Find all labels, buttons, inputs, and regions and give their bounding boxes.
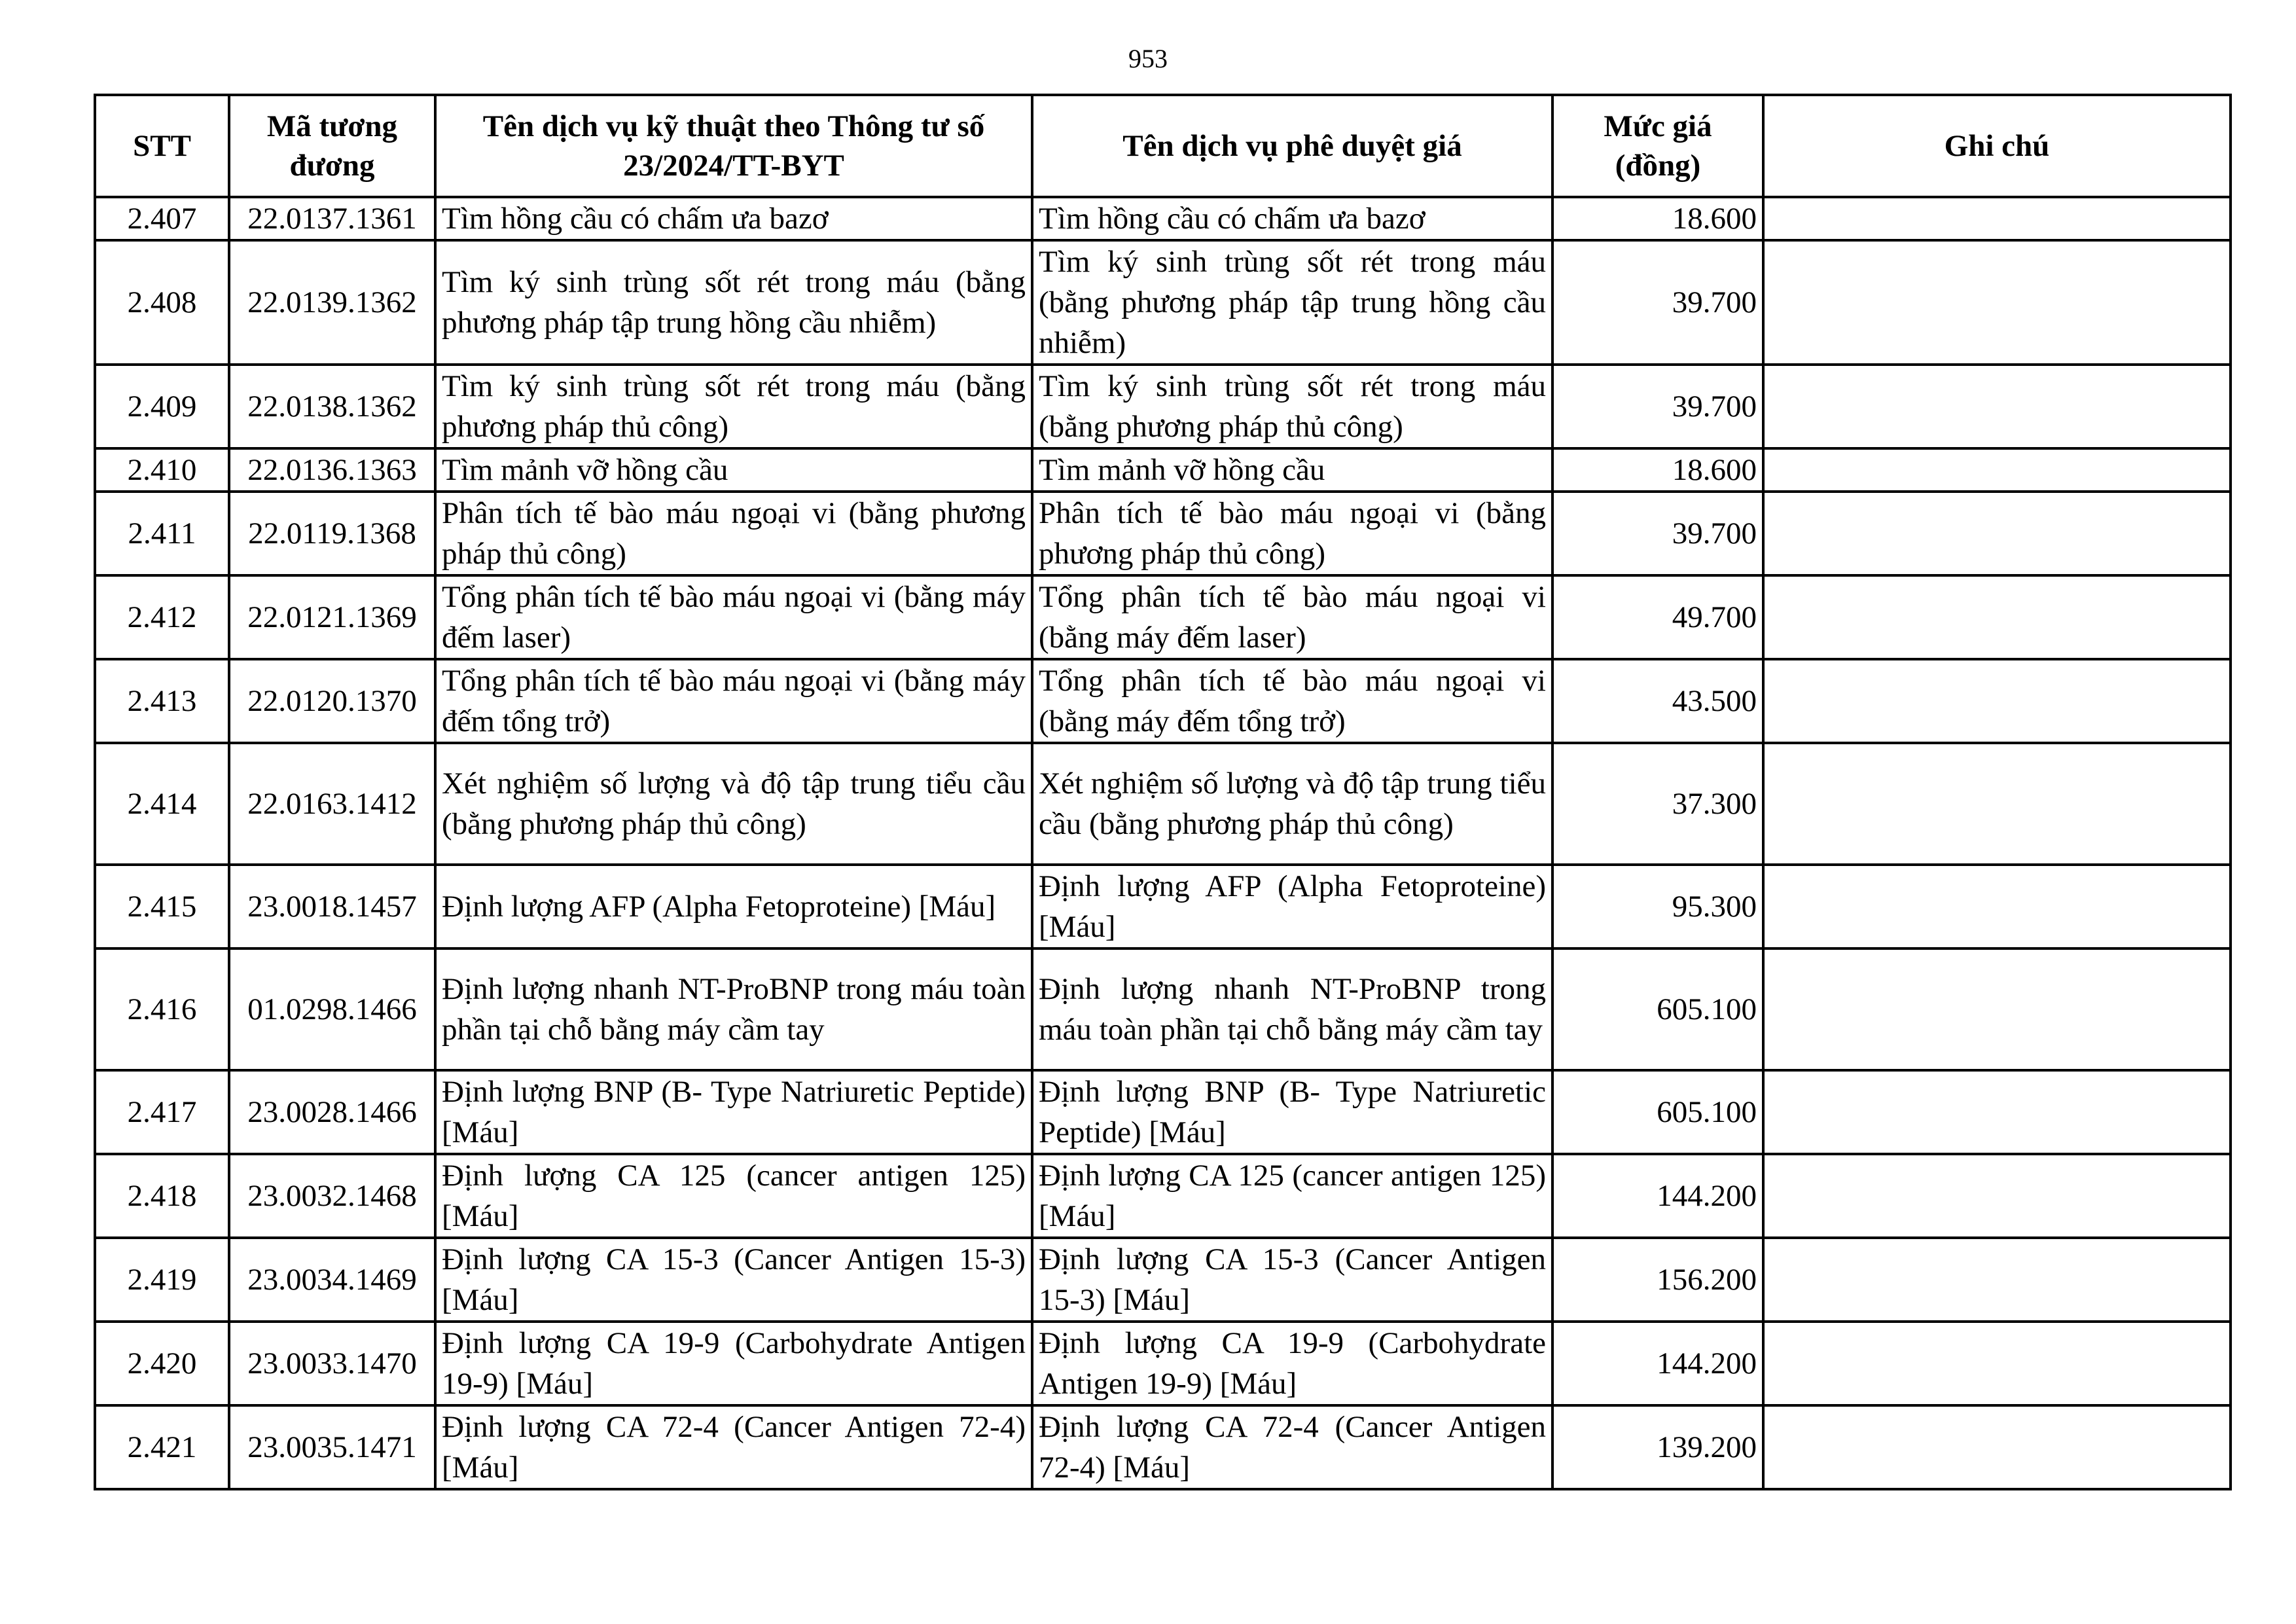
cell-note <box>1763 1322 2231 1405</box>
cell-note <box>1763 365 2231 448</box>
header-technical-name: Tên dịch vụ kỹ thuật theo Thông tư số 23/2024/TT-BYT <box>435 95 1032 197</box>
cell-price: 605.100 <box>1552 948 1763 1070</box>
cell-stt: 2.407 <box>95 197 229 240</box>
cell-approved-name: Tìm ký sinh trùng sốt rét trong máu (bằng phương pháp thủ công) <box>1032 365 1552 448</box>
cell-price: 43.500 <box>1552 659 1763 743</box>
cell-note <box>1763 240 2231 365</box>
cell-stt: 2.419 <box>95 1238 229 1322</box>
table-row <box>95 1238 2231 1322</box>
cell-code: 23.0035.1471 <box>229 1405 435 1489</box>
cell-approved-name: Tổng phân tích tế bào máu ngoại vi (bằng máy đếm laser) <box>1032 575 1552 659</box>
cell-technical-name: Định lượng CA 125 (cancer antigen 125) [Máu] <box>435 1154 1032 1238</box>
cell-note <box>1763 659 2231 743</box>
cell-note <box>1763 865 2231 948</box>
cell-price: 144.200 <box>1552 1154 1763 1238</box>
cell-code: 01.0298.1466 <box>229 948 435 1070</box>
cell-code: 22.0163.1412 <box>229 743 435 865</box>
cell-approved-name: Định lượng CA 19-9 (Carbohydrate Antigen 19-9) [Máu] <box>1032 1322 1552 1405</box>
cell-stt: 2.420 <box>95 1322 229 1405</box>
table-row <box>95 197 2231 240</box>
cell-approved-name: Xét nghiệm số lượng và độ tập trung tiểu cầu (bằng phương pháp thủ công) <box>1032 743 1552 865</box>
cell-code: 22.0139.1362 <box>229 240 435 365</box>
header-approved-name: Tên dịch vụ phê duyệt giá <box>1032 95 1552 197</box>
table-header-row <box>95 95 2231 197</box>
cell-note <box>1763 492 2231 575</box>
cell-technical-name: Tìm ký sinh trùng sốt rét trong máu (bằng phương pháp tập trung hồng cầu nhiễm) <box>435 240 1032 365</box>
header-note: Ghi chú <box>1763 95 2231 197</box>
table-row <box>95 448 2231 492</box>
cell-note <box>1763 948 2231 1070</box>
cell-price: 39.700 <box>1552 240 1763 365</box>
cell-price: 144.200 <box>1552 1322 1763 1405</box>
cell-stt: 2.417 <box>95 1070 229 1154</box>
cell-code: 22.0120.1370 <box>229 659 435 743</box>
cell-note <box>1763 197 2231 240</box>
cell-approved-name: Tìm mảnh vỡ hồng cầu <box>1032 448 1552 492</box>
cell-code: 22.0121.1369 <box>229 575 435 659</box>
cell-note <box>1763 1070 2231 1154</box>
cell-price: 37.300 <box>1552 743 1763 865</box>
cell-stt: 2.416 <box>95 948 229 1070</box>
cell-approved-name: Tìm hồng cầu có chấm ưa bazơ <box>1032 197 1552 240</box>
cell-approved-name: Định lượng CA 15-3 (Cancer Antigen 15-3) [Máu] <box>1032 1238 1552 1322</box>
cell-technical-name: Phân tích tế bào máu ngoại vi (bằng phương pháp thủ công) <box>435 492 1032 575</box>
table-row <box>95 365 2231 448</box>
cell-approved-name: Định lượng CA 125 (cancer antigen 125) [Máu] <box>1032 1154 1552 1238</box>
cell-approved-name: Tổng phân tích tế bào máu ngoại vi (bằng máy đếm tổng trở) <box>1032 659 1552 743</box>
table-row <box>95 659 2231 743</box>
cell-technical-name: Xét nghiệm số lượng và độ tập trung tiểu cầu (bằng phương pháp thủ công) <box>435 743 1032 865</box>
cell-price: 95.300 <box>1552 865 1763 948</box>
cell-price: 605.100 <box>1552 1070 1763 1154</box>
header-price: Mức giá (đồng) <box>1552 95 1763 197</box>
cell-technical-name: Tổng phân tích tế bào máu ngoại vi (bằng máy đếm tổng trở) <box>435 659 1032 743</box>
cell-code: 22.0119.1368 <box>229 492 435 575</box>
cell-stt: 2.410 <box>95 448 229 492</box>
cell-stt: 2.413 <box>95 659 229 743</box>
table-row <box>95 1322 2231 1405</box>
cell-stt: 2.412 <box>95 575 229 659</box>
cell-approved-name: Định lượng nhanh NT-ProBNP trong máu toàn phần tại chỗ bằng máy cầm tay <box>1032 948 1552 1070</box>
cell-technical-name: Định lượng AFP (Alpha Fetoproteine) [Máu] <box>435 865 1032 948</box>
cell-approved-name: Tìm ký sinh trùng sốt rét trong máu (bằng phương pháp tập trung hồng cầu nhiễm) <box>1032 240 1552 365</box>
cell-approved-name: Định lượng BNP (B- Type Natriuretic Peptide) [Máu] <box>1032 1070 1552 1154</box>
cell-code: 23.0033.1470 <box>229 1322 435 1405</box>
table-row <box>95 1154 2231 1238</box>
cell-technical-name: Định lượng CA 15-3 (Cancer Antigen 15-3) [Máu] <box>435 1238 1032 1322</box>
cell-technical-name: Tìm mảnh vỡ hồng cầu <box>435 448 1032 492</box>
header-stt: STT <box>95 95 229 197</box>
cell-note <box>1763 1154 2231 1238</box>
table-row <box>95 743 2231 865</box>
cell-technical-name: Định lượng CA 19-9 (Carbohydrate Antigen 19-9) [Máu] <box>435 1322 1032 1405</box>
page-number: 953 <box>1128 44 1168 73</box>
cell-price: 18.600 <box>1552 448 1763 492</box>
cell-technical-name: Tìm ký sinh trùng sốt rét trong máu (bằng phương pháp thủ công) <box>435 365 1032 448</box>
table-body <box>95 197 2231 1489</box>
cell-note <box>1763 575 2231 659</box>
cell-approved-name: Phân tích tế bào máu ngoại vi (bằng phương pháp thủ công) <box>1032 492 1552 575</box>
cell-technical-name: Định lượng nhanh NT-ProBNP trong máu toàn phần tại chỗ bằng máy cầm tay <box>435 948 1032 1070</box>
table-row <box>95 492 2231 575</box>
cell-note <box>1763 743 2231 865</box>
cell-code: 23.0034.1469 <box>229 1238 435 1322</box>
cell-code: 23.0032.1468 <box>229 1154 435 1238</box>
cell-stt: 2.418 <box>95 1154 229 1238</box>
table-row <box>95 575 2231 659</box>
table-row <box>95 1405 2231 1489</box>
cell-price: 39.700 <box>1552 365 1763 448</box>
header-code: Mã tương đương <box>229 95 435 197</box>
cell-code: 22.0138.1362 <box>229 365 435 448</box>
cell-approved-name: Định lượng CA 72-4 (Cancer Antigen 72-4) [Máu] <box>1032 1405 1552 1489</box>
cell-stt: 2.415 <box>95 865 229 948</box>
cell-code: 23.0028.1466 <box>229 1070 435 1154</box>
cell-price: 49.700 <box>1552 575 1763 659</box>
cell-note <box>1763 1238 2231 1322</box>
table-row <box>95 240 2231 365</box>
cell-stt: 2.409 <box>95 365 229 448</box>
cell-stt: 2.414 <box>95 743 229 865</box>
cell-price: 139.200 <box>1552 1405 1763 1489</box>
cell-approved-name: Định lượng AFP (Alpha Fetoproteine) [Máu] <box>1032 865 1552 948</box>
cell-stt: 2.411 <box>95 492 229 575</box>
cell-stt: 2.408 <box>95 240 229 365</box>
cell-technical-name: Định lượng BNP (B- Type Natriuretic Peptide) [Máu] <box>435 1070 1032 1154</box>
cell-stt: 2.421 <box>95 1405 229 1489</box>
cell-note <box>1763 448 2231 492</box>
cell-technical-name: Định lượng CA 72-4 (Cancer Antigen 72-4) [Máu] <box>435 1405 1032 1489</box>
cell-price: 39.700 <box>1552 492 1763 575</box>
cell-technical-name: Tổng phân tích tế bào máu ngoại vi (bằng máy đếm laser) <box>435 575 1032 659</box>
cell-price: 156.200 <box>1552 1238 1763 1322</box>
table-row <box>95 1070 2231 1154</box>
cell-price: 18.600 <box>1552 197 1763 240</box>
cell-code: 22.0136.1363 <box>229 448 435 492</box>
cell-technical-name: Tìm hồng cầu có chấm ưa bazơ <box>435 197 1032 240</box>
cell-code: 23.0018.1457 <box>229 865 435 948</box>
cell-code: 22.0137.1361 <box>229 197 435 240</box>
price-table <box>94 94 2232 1490</box>
cell-note <box>1763 1405 2231 1489</box>
table-row <box>95 948 2231 1070</box>
table-row <box>95 865 2231 948</box>
